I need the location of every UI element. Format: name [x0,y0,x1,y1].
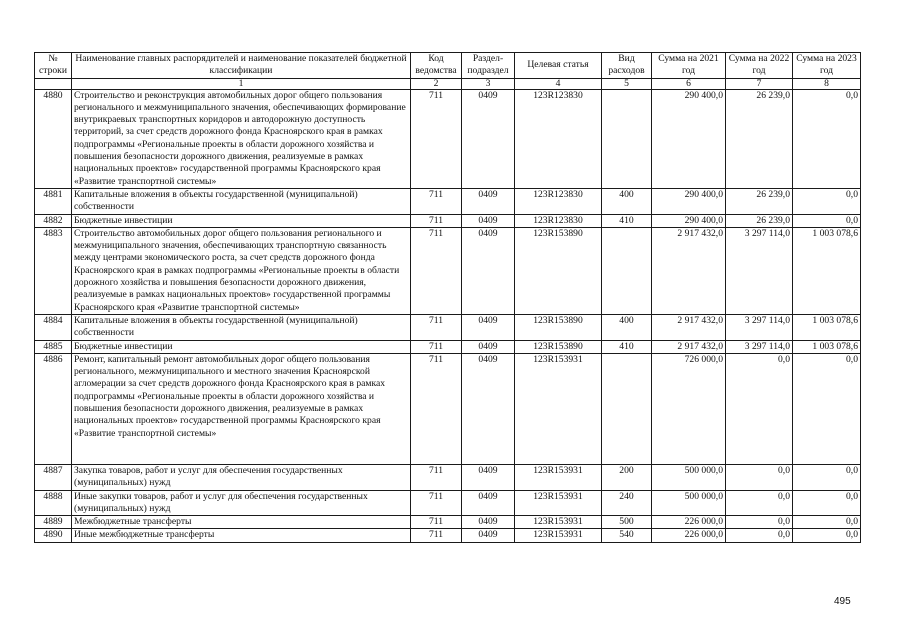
row-name: Иные межбюджетные трансферты [72,529,411,542]
row-name: Иные закупки товаров, работ и услуг для обеспечения государственных (муниципальных) нужд [72,490,411,516]
table-body [35,89,861,542]
row-section-code: 0409 [462,529,515,542]
row-expense-type: 400 [602,314,652,340]
row-sum-2021: 726 000,0 [652,353,726,464]
row-section-code: 0409 [462,89,515,188]
row-sum-2023: 1 003 078,6 [793,314,861,340]
row-sum-2022: 0,0 [726,516,793,529]
row-dept-code: 711 [411,490,462,516]
row-sum-2022: 0,0 [726,353,793,464]
table-row [35,516,861,529]
row-dept-code: 711 [411,188,462,214]
row-expense-type: 200 [602,464,652,490]
row-expense-type: 410 [602,214,652,227]
table-row [35,529,861,542]
row-section-code: 0409 [462,314,515,340]
row-sum-2023: 0,0 [793,188,861,214]
row-sum-2022: 0,0 [726,464,793,490]
row-sum-2022: 26 239,0 [726,188,793,214]
row-expense-type [602,353,652,464]
header-sum-2022: Сумма на 2022 год [726,53,793,79]
column-number: 8 [793,78,861,89]
row-number: 4883 [35,227,72,314]
row-target-code: 123R153890 [515,340,602,353]
table-row [35,214,861,227]
row-dept-code: 711 [411,89,462,188]
table-row [35,188,861,214]
row-expense-type [602,89,652,188]
header-dept: Код ведомства [411,53,462,79]
row-sum-2022: 26 239,0 [726,89,793,188]
row-expense-type: 540 [602,529,652,542]
row-sum-2023: 0,0 [793,214,861,227]
row-name: Бюджетные инвестиции [72,214,411,227]
row-expense-type: 400 [602,188,652,214]
table-row [35,89,861,188]
row-dept-code: 711 [411,516,462,529]
table-row [35,340,861,353]
row-dept-code: 711 [411,227,462,314]
page-number: 495 [834,596,851,607]
header-target: Целевая статья [515,53,602,79]
row-dept-code: 711 [411,314,462,340]
column-number: 2 [411,78,462,89]
row-target-code: 123R123830 [515,214,602,227]
row-number: 4884 [35,314,72,340]
table-row [35,227,861,314]
row-sum-2023: 1 003 078,6 [793,340,861,353]
row-dept-code: 711 [411,340,462,353]
row-number: 4887 [35,464,72,490]
row-sum-2022: 3 297 114,0 [726,314,793,340]
row-number: 4882 [35,214,72,227]
header-sum-2021: Сумма на 2021 год [652,53,726,79]
row-target-code: 123R123830 [515,89,602,188]
table-row [35,464,861,490]
column-number: 1 [72,78,411,89]
header-sum-2023: Сумма на 2023 год [793,53,861,79]
column-number: 3 [462,78,515,89]
row-sum-2023: 0,0 [793,516,861,529]
row-target-code: 123R153931 [515,490,602,516]
row-name: Строительство и реконструкция автомобильных дорог общего пользования регионального и межмуниципального значения, обеспечивающих формирование внутрикраевых транспортных коридоров и автодорожную доступность территорий, за счет средств дорожного фонда Красноярского края в рамках подпрограммы «Региональные проекты в области дорожного хозяйства и повышения безопасности дорожного движения, реализуемые в рамках национальных проектов» государственной программы Красноярского края «Развитие транспортной системы» [72,89,411,188]
row-sum-2023: 0,0 [793,529,861,542]
row-sum-2022: 26 239,0 [726,214,793,227]
column-number: 5 [602,78,652,89]
row-name: Ремонт, капитальный ремонт автомобильных дорог общего пользования регионального, межмуниципального и местного значения Красноярской агломерации за счет средств дорожного фонда Красноярского края в рамках подпрограммы «Региональные проекты в области дорожного хозяйства и повышения безопасности дорожного движения, реализуемые в рамках национальных проектов» государственной программы Красноярского края «Развитие транспортной системы» [72,353,411,464]
row-target-code: 123R153931 [515,516,602,529]
row-name: Закупка товаров, работ и услуг для обеспечения государственных (муниципальных) нужд [72,464,411,490]
row-target-code: 123R153931 [515,464,602,490]
row-sum-2023: 0,0 [793,490,861,516]
row-number: 4888 [35,490,72,516]
row-sum-2023: 1 003 078,6 [793,227,861,314]
row-name: Капитальные вложения в объекты государственной (муниципальной) собственности [72,314,411,340]
column-number: 4 [515,78,602,89]
row-number: 4890 [35,529,72,542]
table-row [35,314,861,340]
row-name: Бюджетные инвестиции [72,340,411,353]
column-number: 7 [726,78,793,89]
row-sum-2021: 226 000,0 [652,516,726,529]
row-expense-type: 240 [602,490,652,516]
row-number: 4881 [35,188,72,214]
row-name: Капитальные вложения в объекты государственной (муниципальной) собственности [72,188,411,214]
row-number: 4885 [35,340,72,353]
row-number: 4880 [35,89,72,188]
row-sum-2021: 500 000,0 [652,490,726,516]
column-number-row [35,78,861,89]
header-section: Раздел-подраздел [462,53,515,79]
header-exp: Вид расходов [602,53,652,79]
row-section-code: 0409 [462,353,515,464]
row-target-code: 123R153890 [515,314,602,340]
row-expense-type [602,227,652,314]
row-section-code: 0409 [462,464,515,490]
row-target-code: 123R153931 [515,529,602,542]
column-number: 6 [652,78,726,89]
row-sum-2022: 3 297 114,0 [726,227,793,314]
row-sum-2021: 290 400,0 [652,188,726,214]
header-row-no: № строки [35,53,72,79]
row-sum-2021: 226 000,0 [652,529,726,542]
row-sum-2022: 0,0 [726,490,793,516]
row-name: Межбюджетные трансферты [72,516,411,529]
row-sum-2021: 2 917 432,0 [652,340,726,353]
row-sum-2021: 2 917 432,0 [652,314,726,340]
row-sum-2022: 0,0 [726,529,793,542]
row-section-code: 0409 [462,340,515,353]
row-sum-2021: 2 917 432,0 [652,227,726,314]
row-dept-code: 711 [411,464,462,490]
row-expense-type: 410 [602,340,652,353]
header-name: Наименование главных распорядителей и наименование показателей бюджетной классификации [72,53,411,79]
row-section-code: 0409 [462,490,515,516]
row-number: 4886 [35,353,72,464]
row-dept-code: 711 [411,353,462,464]
row-section-code: 0409 [462,227,515,314]
row-section-code: 0409 [462,188,515,214]
row-sum-2021: 290 400,0 [652,89,726,188]
table-row [35,490,861,516]
table-row [35,353,861,464]
row-target-code: 123R153931 [515,353,602,464]
row-section-code: 0409 [462,516,515,529]
row-number: 4889 [35,516,72,529]
row-target-code: 123R153890 [515,227,602,314]
row-sum-2021: 500 000,0 [652,464,726,490]
row-dept-code: 711 [411,529,462,542]
row-sum-2023: 0,0 [793,464,861,490]
row-sum-2023: 0,0 [793,89,861,188]
row-sum-2022: 3 297 114,0 [726,340,793,353]
row-name: Строительство автомобильных дорог общего пользования регионального и межмуниципального значения, обеспечивающих транспортную связанность между центрами экономического роста, за счет средств дорожного фонда Красноярского края в рамках подпрограммы «Региональные проекты в области дорожного хозяйства и повышения безопасности дорожного движения, реализуемые в рамках национальных проектов» государственной программы Красноярского края «Развитие транспортной системы» [72,227,411,314]
row-expense-type: 500 [602,516,652,529]
row-sum-2023: 0,0 [793,353,861,464]
header-row [35,53,861,79]
row-target-code: 123R123830 [515,188,602,214]
column-number [35,78,72,89]
row-sum-2021: 290 400,0 [652,214,726,227]
row-section-code: 0409 [462,214,515,227]
budget-table [34,52,861,543]
row-dept-code: 711 [411,214,462,227]
